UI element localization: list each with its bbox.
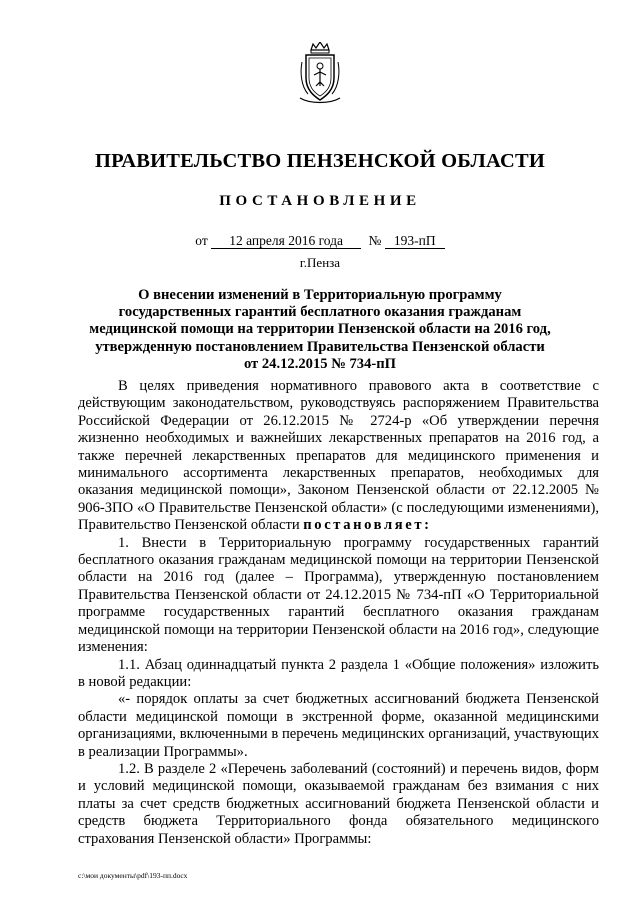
subject-line: от 24.12.2015 № 734-пП bbox=[243, 355, 397, 372]
document-body bbox=[78, 378, 599, 848]
subject-line: О внесении изменений в Территориальную программу bbox=[138, 287, 502, 303]
document-date: 12 апреля 2016 года bbox=[211, 233, 361, 249]
date-number-line bbox=[0, 233, 640, 249]
paragraph bbox=[78, 378, 599, 535]
paragraph: 1.2. В разделе 2 «Перечень заболеваний (состояний) и перечень видов, форм и условий медицинской помощи, оказываемой гражданам без взимания с них платы за счет средств бюджетных ассигнований бюджета Пензенской области и средств бюджета Территориального фонда обязательного медицинского страхования Пензенской области» Программы: bbox=[78, 760, 599, 847]
coat-of-arms-icon bbox=[298, 42, 342, 104]
paragraph: 1. Внести в Территориальную программу государственных гарантий бесплатного оказания гражданам медицинской помощи на территории Пензенской области на 2016 год (далее – Программа), утвержденную постановлением Правительства Пензенской области от 24.12.2015 № 734-пП «О Территориальной программе государственных гарантий бесплатного оказания гражданам медицинской помощи на территории Пензенской области на 2016 год», следующие изменения: bbox=[78, 534, 599, 656]
decree-word: постановляет: bbox=[303, 517, 432, 534]
paragraph: «- порядок оплаты за счет бюджетных ассигнований бюджета Пензенской области медицинской помощи в экстренной форме, оказанной медицинскими организациями, включенными в перечень медицинских организаций, участвующих в реализации Программы». bbox=[78, 691, 599, 760]
subject-line: медицинской помощи на территории Пензенской области на 2016 год, bbox=[89, 321, 551, 338]
number-prefix: № bbox=[368, 233, 382, 248]
document-number: 193-пП bbox=[385, 233, 445, 249]
paragraph: 1.1. Абзац одиннадцатый пункта 2 раздела 1 «Общие положения» изложить в новой редакции: bbox=[78, 656, 599, 690]
date-prefix: от bbox=[195, 233, 208, 248]
file-path-footer: c:\мои документы\pdf\193-пп.docx bbox=[78, 871, 188, 880]
document-type: ПОСТАНОВЛЕНИЕ bbox=[219, 193, 421, 209]
document-subject bbox=[80, 287, 560, 373]
paragraph-text: В целях приведения нормативного правового акта в соответствие с действующим законодательством, руководствуясь распоряжением Правительства Российской Федерации от 26.12.2015 № 2724-р «Об утверждении перечня жизненно необходимых и важнейших лекарственных препаратов на 2016 год, а также перечней лекарственных препаратов для медицинского применения и минимального ассортимента лекарственных препаратов, необходимых для оказания медицинской помощи», Законом Пензенской области от 22.12.2005 № 906-ЗПО «О Правительстве Пензенской области» (с последующими изменениями), Правительство Пензенской области bbox=[78, 378, 599, 534]
subject-line: утвержденную постановлением Правительства Пензенской области bbox=[95, 338, 545, 355]
city: г.Пенза bbox=[299, 255, 341, 270]
subject-line: государственных гарантий бесплатного оказания гражданам bbox=[118, 304, 522, 321]
government-title: ПРАВИТЕЛЬСТВО ПЕНЗЕНСКОЙ ОБЛАСТИ bbox=[95, 150, 545, 172]
